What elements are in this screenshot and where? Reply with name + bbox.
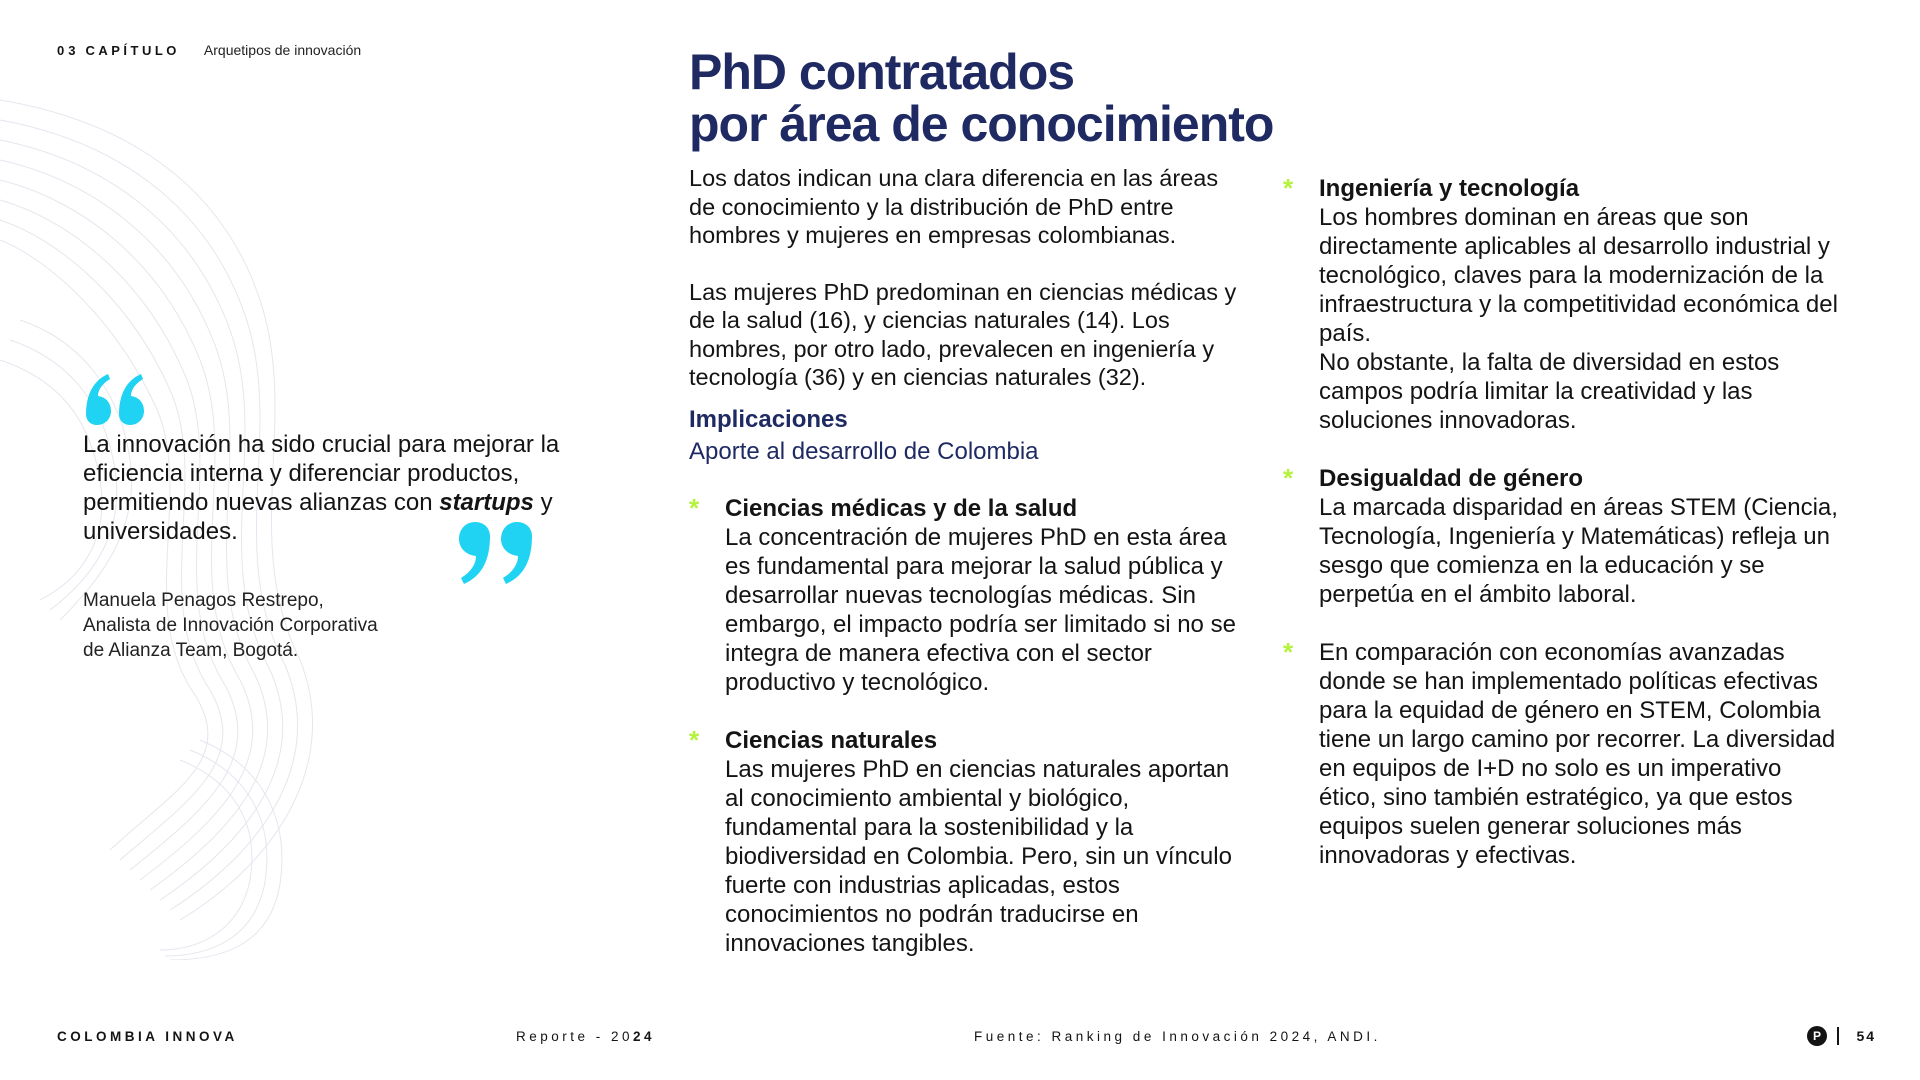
right-bullet-list	[1283, 174, 1843, 870]
list-item	[1283, 464, 1843, 609]
chapter-header	[57, 42, 361, 58]
chapter-number: 03	[57, 42, 80, 58]
bullet-asterisk-icon: *	[689, 492, 700, 523]
bullet-asterisk-icon: *	[1283, 173, 1294, 203]
bullet-asterisk-icon: *	[1283, 463, 1294, 493]
intro-paragraph-1: Los datos indican una clara diferencia en las áreas de conocimiento y la distribución de PhD entre hombres y mujeres en empresas colombianas.	[689, 165, 1219, 248]
footer-divider	[1837, 1027, 1839, 1045]
title-line-2: por área de conocimiento	[689, 96, 1274, 152]
bullet-asterisk-icon: *	[1283, 637, 1294, 667]
footer-report-year: 24	[633, 1029, 656, 1044]
bullet-heading: Ingeniería y tecnología	[1319, 175, 1580, 202]
footer-page	[1807, 1026, 1876, 1046]
bullet-text: La marcada disparidad en áreas STEM (Ciencia, Tecnología, Ingeniería y Matemáticas) refleja un sesgo que comienza en la educación y se perpetúa en el ámbito laboral.	[1319, 494, 1838, 608]
title-line-1: PhD contratados	[689, 44, 1075, 100]
bullet-text: Las mujeres PhD en ciencias naturales aportan al conocimiento ambiental y biológico, fundamental para la sostenibilidad y la biodiversidad en Colombia. Pero, sin un vínculo fuerte con industrias aplicadas, estos conocimientos no podrán traducirse en innovaciones tangibles.	[725, 755, 1232, 957]
implications-subheading: Aporte al desarrollo de Colombia	[689, 437, 1039, 465]
implications-heading: Implicaciones	[689, 405, 848, 433]
bullet-text: En comparación con economías avanzadas donde se han implementado políticas efectivas para la equidad de género en STEM, Colombia tiene un largo camino por recorrer. La diversidad en equipos de I+D no solo es un imperativo ético, sino también estratégico, ya que estos equipos suelen generar soluciones más innovadoras y efectivas.	[1319, 639, 1836, 869]
quote-text-emphasis: startups	[439, 489, 534, 516]
list-item	[689, 726, 1249, 958]
author-company: de Alianza Team, Bogotá.	[83, 640, 299, 661]
page-title	[689, 46, 1273, 150]
footer-brand: COLOMBIA INNOVA	[57, 1029, 238, 1044]
close-quote-icon	[452, 518, 538, 588]
footer-source: Fuente: Ranking de Innovación 2024, ANDI.	[974, 1029, 1381, 1044]
author-name: Manuela Penagos Restrepo,	[83, 590, 324, 611]
quote-text-start: La innovación ha sido crucial para mejorar la eficiencia interna y diferenciar productos, permitiendo nuevas alianzas con	[83, 431, 560, 516]
quote-author	[83, 588, 483, 663]
footer-report	[516, 1029, 655, 1044]
chapter-title: Arquetipos de innovación	[203, 42, 362, 58]
bullet-heading: Ciencias naturales	[725, 726, 938, 754]
bullet-text: La concentración de mujeres PhD en esta área es fundamental para mejorar la salud pública y desarrollar nuevas tecnologías médicas. Sin embargo, el impacto podría ser limitado si no se integra de manera efectiva con el sector productivo y tecnológico.	[725, 523, 1236, 696]
footer-report-label: Reporte - 20	[516, 1029, 634, 1044]
brand-logo-icon: P	[1807, 1026, 1827, 1046]
right-column	[1283, 174, 1843, 870]
list-item	[689, 494, 1249, 697]
open-quote-icon	[82, 370, 148, 430]
list-item	[1283, 174, 1843, 435]
middle-column	[689, 164, 1249, 958]
left-bullet-list	[689, 494, 1249, 958]
bullet-heading: Desigualdad de género	[1319, 465, 1584, 492]
bullet-heading: Ciencias médicas y de la salud	[725, 494, 1078, 522]
intro-paragraph-2: Las mujeres PhD predominan en ciencias médicas y de la salud (16), y ciencias naturales (14). Los hombres, por otro lado, prevalecen en ingeniería y tecnología (36) y en ciencias naturales (32).	[689, 278, 1237, 390]
quote-text-end: y universidades.	[83, 489, 553, 545]
bullet-asterisk-icon: *	[689, 724, 700, 755]
author-role: Analista de Innovación Corporativa	[83, 615, 378, 636]
list-item	[1283, 638, 1843, 870]
chapter-label: CAPÍTULO	[85, 42, 180, 58]
bullet-text: Los hombres dominan en áreas que son directamente aplicables al desarrollo industrial y tecnológico, claves para la modernización de la infraestructura y la competitividad económica del país. No obstante, la falta de diversidad en estos campos podría limitar la creatividad y las soluciones innovadoras.	[1319, 204, 1838, 434]
page-number: 54	[1856, 1028, 1877, 1044]
